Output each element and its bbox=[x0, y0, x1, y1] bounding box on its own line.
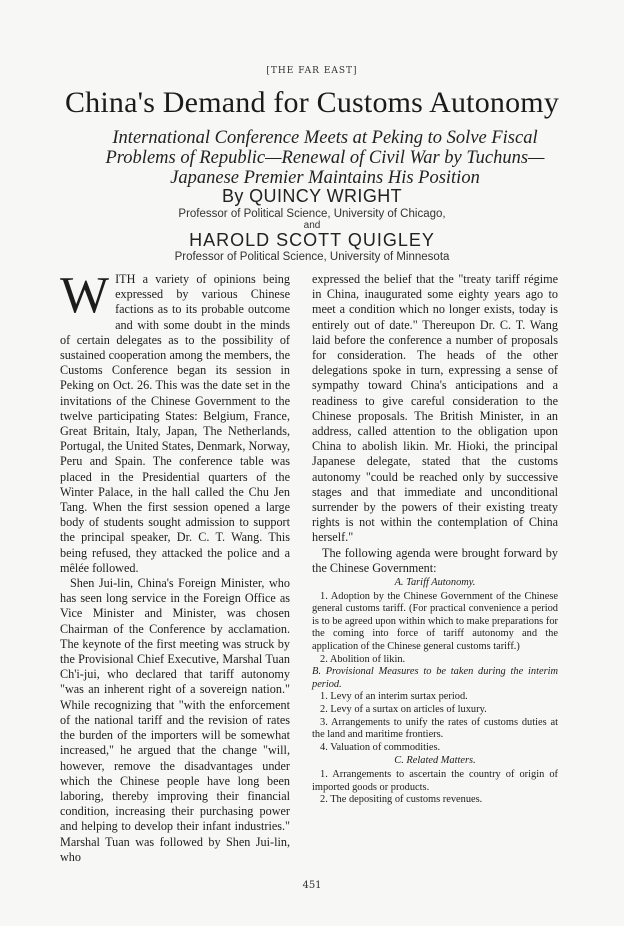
agenda-item: 2. Levy of a surtax on articles of luxury. bbox=[320, 704, 487, 715]
left-column bbox=[60, 267, 290, 865]
right-column bbox=[312, 272, 558, 807]
paragraph bbox=[60, 267, 290, 576]
drop-cap: W bbox=[60, 267, 110, 324]
agenda-heading: C. Related Matters. bbox=[394, 755, 476, 767]
author1-affiliation: Professor of Political Science, University of Chicago, bbox=[178, 208, 446, 220]
section-tag: [THE FAR EAST] bbox=[266, 66, 358, 76]
article-title: China's Demand for Customs Autonomy bbox=[64, 86, 560, 119]
agenda-list bbox=[312, 577, 558, 807]
agenda-item: 2. The depositing of customs revenues. bbox=[320, 794, 483, 806]
page-number: 451 bbox=[302, 880, 322, 891]
agenda-item: 1. Levy of an interim surtax period. bbox=[320, 691, 468, 703]
article-subtitle: International Conference Meets at Peking to Solve Fiscal Problems of Republic—Renewal of Civil War by Tuchuns—Japanese Premier Maintains His Position bbox=[105, 128, 545, 188]
author2-affiliation: Professor of Political Science, University of Minnesota bbox=[174, 251, 450, 263]
paragraph: The following agenda were brought forward by the Chinese Government: bbox=[312, 545, 558, 575]
agenda-item: 1. Arrangements to ascertain the country of origin of imported goods or products. bbox=[312, 768, 558, 793]
agenda-heading: A. Tariff Autonomy. bbox=[394, 577, 476, 589]
agenda-item: 2. Abolition of likin. bbox=[320, 653, 406, 665]
and-connector: and bbox=[303, 220, 321, 231]
byline: By QUINCY WRIGHT bbox=[221, 186, 403, 206]
paragraph-text: ITH a variety of opinions being expressed by various Chinese factions as to its probable outcome and with some doubt in the minds of certain delegates as to the possibility of sustained cooperation among the members, the Customs Conference began its session in Peking on Oct. 26. This was the date set in the invitations of the Chinese Government to the twelve participating States: Belgium, France, Great Britain, Italy, Japan, The Netherlands, Portugal, the United States, Denmark, Norway, Peru and Spain. The conference table was placed in the Presidential quarters of the Winter Palace, in the hall called the Chu Jen Tang. When the first session opened a large body of students sought admission to support the principal speaker, Dr. C. T. Wang. This being refused, they attacked the police and a mêlée followed. bbox=[60, 272, 290, 575]
paragraph: expressed the belief that the "treaty tariff régime in China, inaugurated some eighty years ago to meet a condition which no longer exists, today is entirely out of date." Thereupon Dr. C. T. Wang laid before the conference a number of proposals for consideration. The heads of the other delegations spoke in turn, expressing a sense of sympathy toward China's anticipations and a readiness to give careful consideration to the Chinese proposals. The British Minister, in an address, called attention to the obligation upon China to abolish likin. Mr. Hioki, the principal Japanese delegate, stated that the customs autonomy "could be reached only by successive stages and that immediate and unconditional surrender by the powers of their existing treaty rights is not within the contemplation of China herself." bbox=[312, 272, 558, 545]
author2-name: HAROLD SCOTT QUIGLEY bbox=[189, 230, 435, 250]
agenda-item: 1. Adoption by the Chinese Government of the Chinese general customs tariff. (For practical convenience a period is to be agreed upon within which to make preparations for the coming into force of tariff autonomy and the application of the Chinese general customs tariff.) bbox=[312, 590, 558, 653]
agenda-heading: B. Provisional Measures to be taken during the interim period. bbox=[312, 666, 558, 690]
agenda-item: 3. Arrangements to unify the rates of customs duties at the land and maritime frontiers. bbox=[312, 716, 558, 741]
agenda-item: 4. Valuation of commodities. bbox=[320, 741, 441, 753]
paragraph: Shen Jui-lin, China's Foreign Minister, who has seen long service in the Foreign Office as Vice Minister and Minister, was chosen Chairman of the Conference by acclamation. The keynote of the first meeting was struck by the Provisional Chief Executive, Marshal Tuan Ch'i-jui, who declared that tariff autonomy "was an inherent right of a sovereign nation." While recognizing that "with the enforcement of the national tariff and the revision of rates the burden of the importers will be somewhat increased," he argued that the change "will, however, remove the disadvantages under which the Chinese people have long been laboring, thereby improving their financial condition, increasing their purchasing power and helping to develop their infant industries." Marshal Tuan was followed by Shen Jui-lin, who bbox=[60, 576, 290, 864]
